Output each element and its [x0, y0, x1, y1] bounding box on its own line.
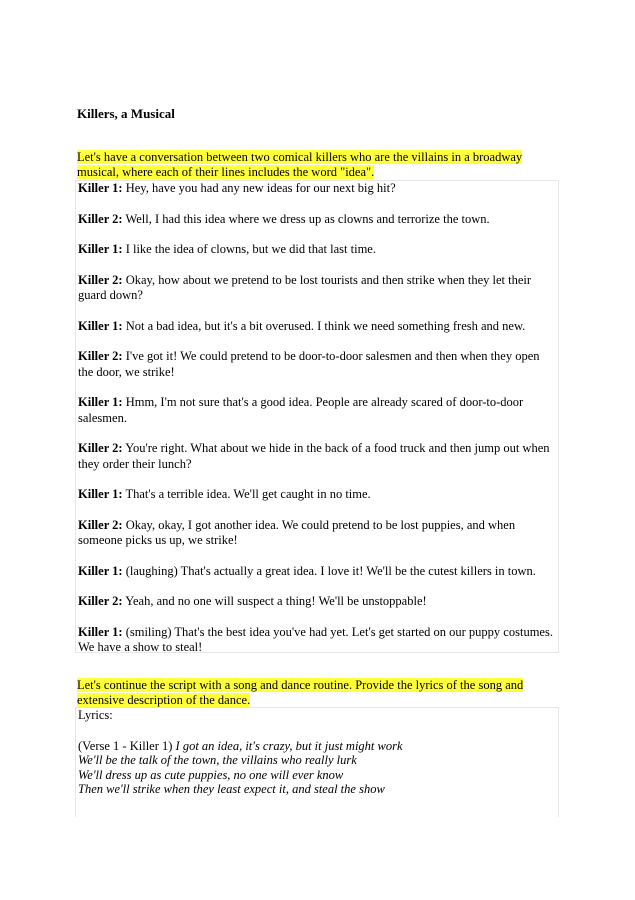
lyrics-heading: Lyrics: [78, 708, 113, 722]
speaker-label: Killer 1: [78, 242, 123, 256]
dialogue-text: Hmm, I'm not sure that's a good idea. People are already scared of door-to-door salesmen. [78, 395, 524, 425]
lyric-line [78, 768, 556, 783]
lyric-text: We'll be the talk of the town, the villains who really lurk [78, 753, 357, 767]
dialogue-line [78, 487, 556, 503]
dialogue-text: That's a terrible idea. We'll get caught in no time. [122, 487, 371, 501]
dialogue-text: (smiling) That's the best idea you've had yet. Let's get started on our puppy costumes. We have a show to steal! [78, 624, 553, 654]
lyric-text: Then we'll strike when they least expect it, and steal the show [78, 782, 385, 796]
dialogue-text: Okay, how about we pretend to be lost tourists and then strike when they let their guard down? [78, 272, 532, 302]
document-title: Killers, a Musical [77, 106, 175, 121]
dialogue-line [78, 349, 556, 380]
user-prompt-2 [77, 678, 557, 708]
dialogue-text: Okay, okay, I got another idea. We could pretend to be lost puppies, and when someone picks us up, we strike! [78, 517, 516, 547]
dialogue-line [78, 518, 556, 549]
dialogue-line [78, 441, 556, 472]
verse-label: (Verse 1 - Killer 1) [78, 738, 176, 753]
speaker-label: Killer 1: [78, 318, 123, 333]
lyric-line [78, 739, 556, 754]
highlighted-prompt-text: Let's continue the script with a song and dance routine. Provide the lyrics of the song and extensive description of the dance. [77, 678, 524, 707]
dialogue-line [78, 242, 556, 258]
dialogue-text: (laughing) That's actually a great idea. I love it! We'll be the cutest killers in town. [122, 563, 536, 578]
lyric-line [78, 753, 556, 768]
dialogue-line [78, 625, 556, 656]
speaker-label: Killer 1: [78, 624, 123, 639]
dialogue-line [78, 319, 556, 335]
dialogue-line [78, 594, 556, 610]
lyric-text: We'll dress up as cute puppies, no one will ever know [78, 767, 344, 782]
speaker-label: Killer 2: [78, 594, 123, 608]
lyric-line [78, 782, 556, 797]
dialogue-text: I like the idea of clowns, but we did that last time. [122, 242, 376, 256]
user-prompt-1 [77, 150, 557, 180]
lyrics-response [75, 707, 559, 817]
speaker-label: Killer 1: [78, 487, 123, 501]
dialogue-line [78, 395, 556, 426]
dialogue-line [78, 564, 556, 580]
speaker-label: Killer 2: [78, 349, 123, 363]
lyric-text: I got an idea, it's crazy, but it just might work [175, 738, 403, 753]
speaker-label: Killer 1: [78, 563, 123, 578]
dialogue-text: Yeah, and no one will suspect a thing! We'll be unstoppable! [122, 594, 427, 608]
dialogue-text: Not a bad idea, but it's a bit overused. I think we need something fresh and new. [122, 318, 526, 333]
highlighted-prompt-text: Let's have a conversation between two comical killers who are the villains in a broadway musical, where each of their lines includes the word "idea". [77, 150, 523, 179]
dialogue-line [78, 212, 556, 228]
dialogue-line [78, 273, 556, 304]
speaker-label: Killer 1: [78, 395, 123, 409]
speaker-label: Killer 2: [78, 517, 123, 532]
dialogue-text: Well, I had this idea where we dress up as clowns and terrorize the town. [122, 211, 490, 226]
dialogue-text: Hey, have you had any new ideas for our next big hit? [122, 181, 396, 195]
dialogue-text: You're right. What about we hide in the back of a food truck and then jump out when they order their lunch? [78, 441, 550, 471]
dialogue-text: I've got it! We could pretend to be door-to-door salesmen and then when they open the door, we strike! [78, 349, 540, 379]
speaker-label: Killer 1: [78, 181, 123, 195]
dialogue-line [78, 181, 556, 197]
speaker-label: Killer 2: [78, 441, 123, 455]
speaker-label: Killer 2: [78, 211, 123, 226]
dialogue-response [75, 180, 559, 653]
speaker-label: Killer 2: [78, 272, 123, 287]
